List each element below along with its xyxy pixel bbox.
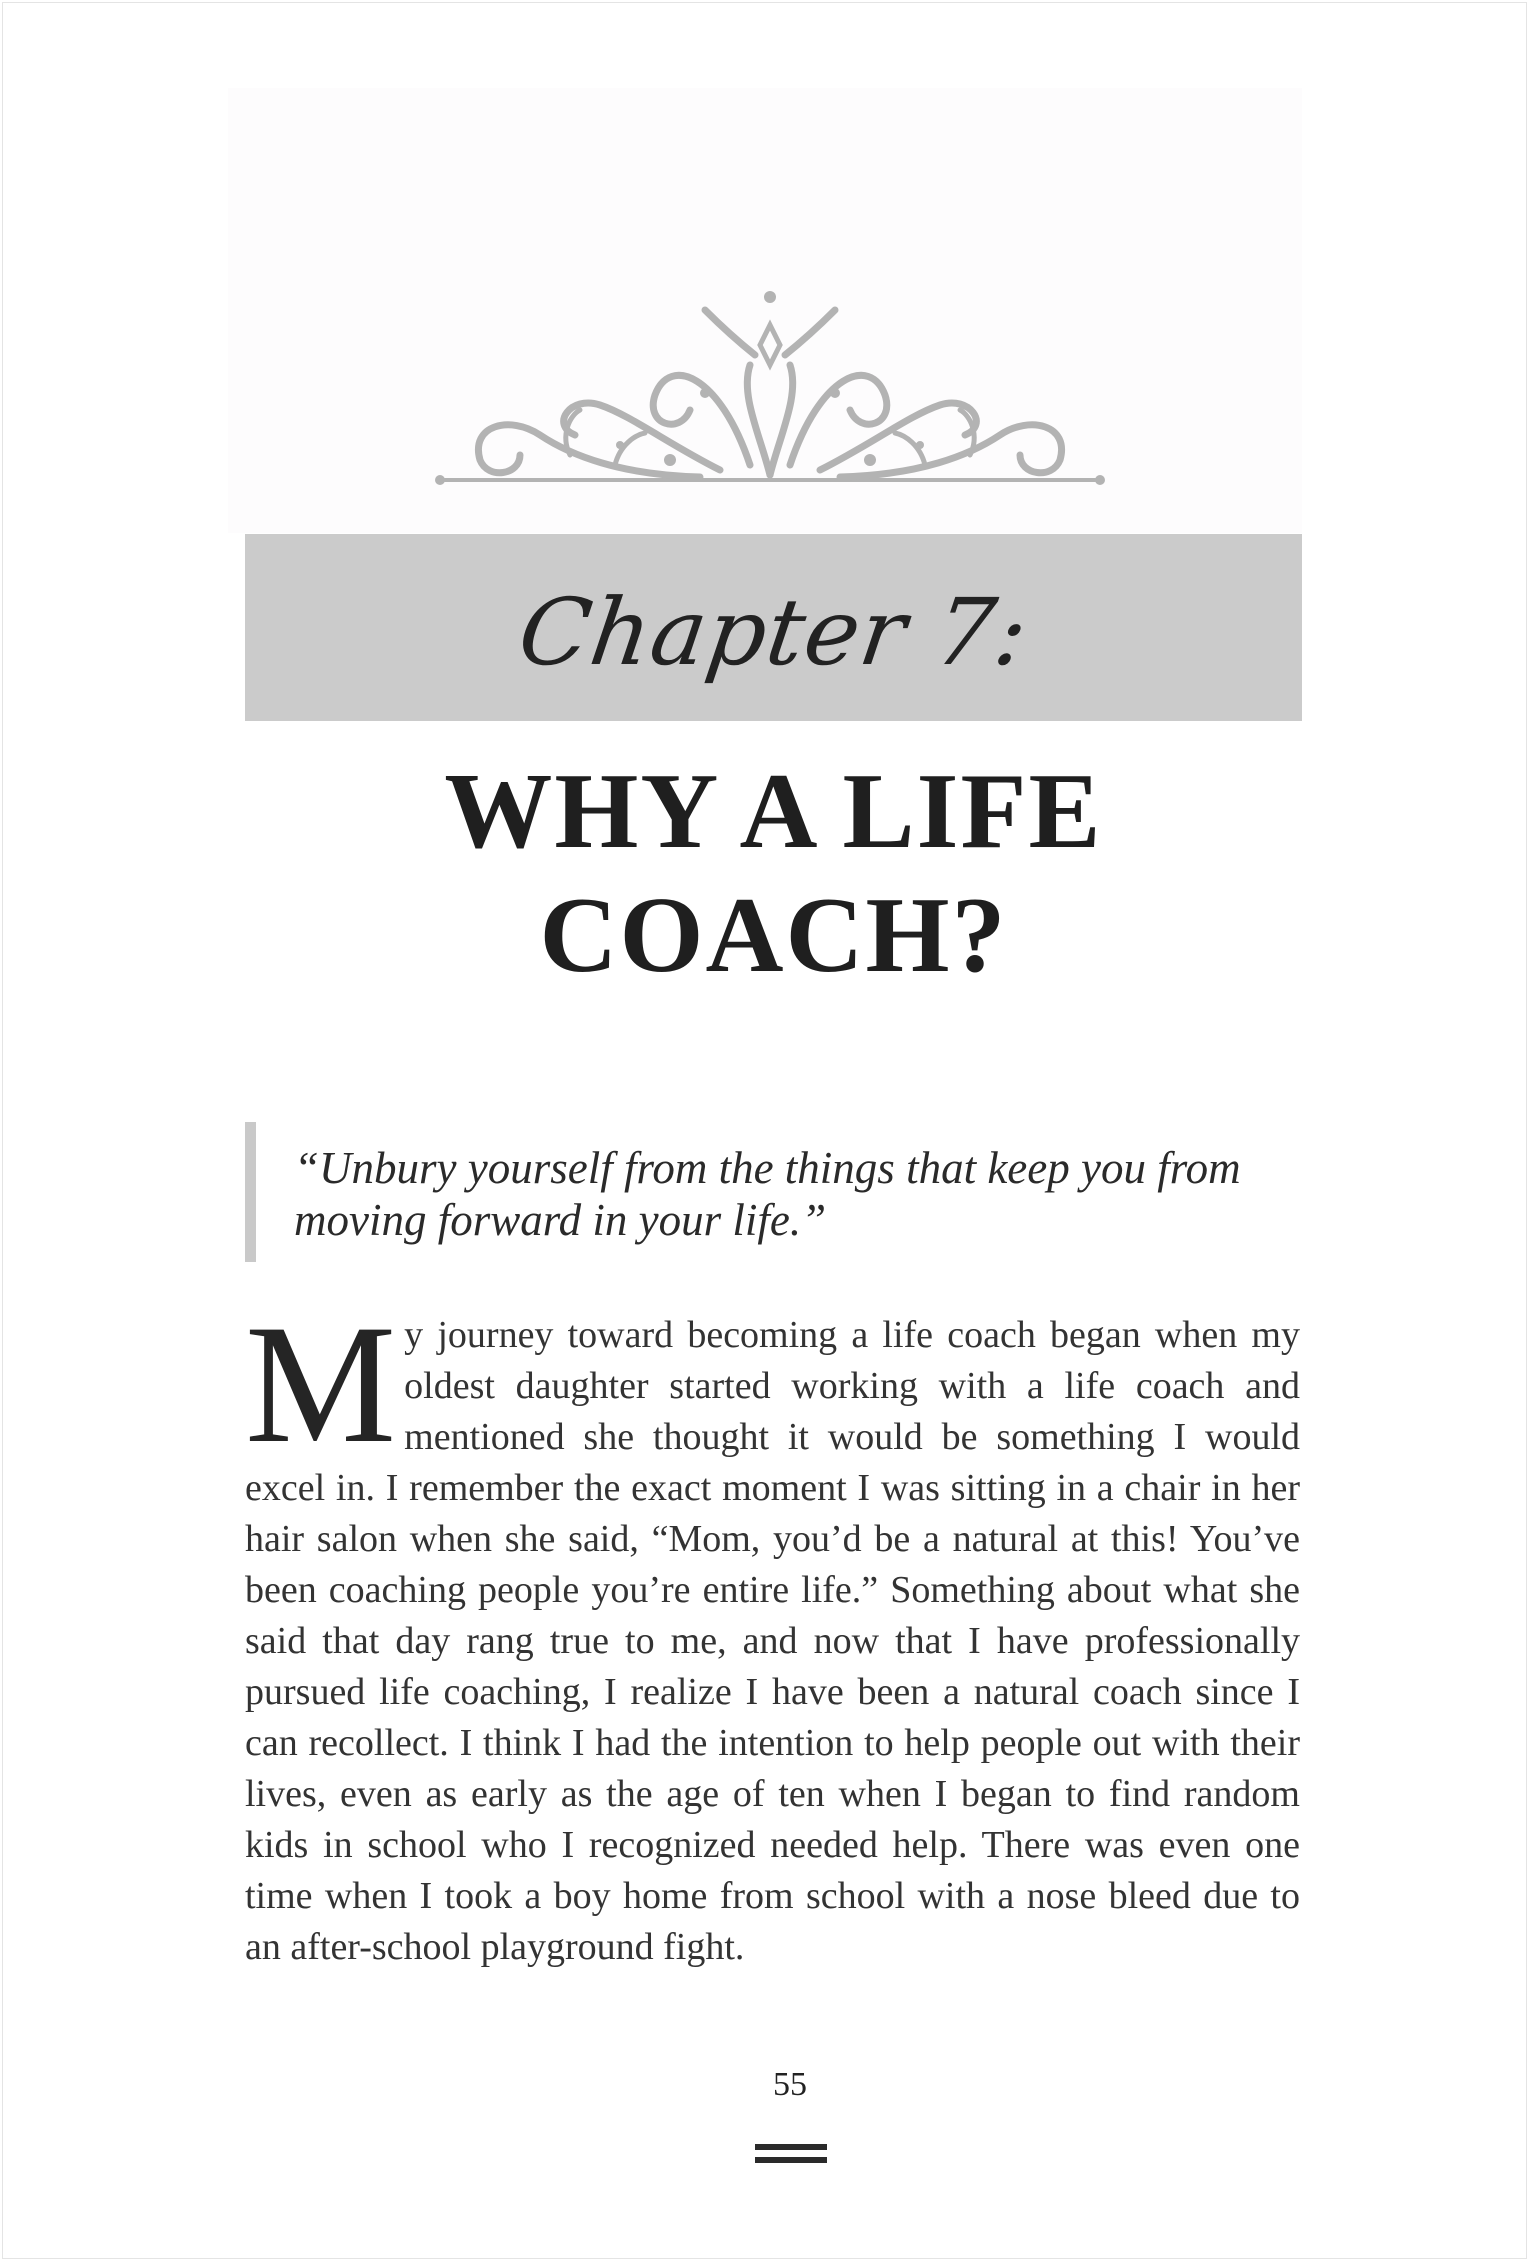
- chapter-band: [245, 534, 1302, 721]
- chapter-title-line: COACH?: [539, 876, 1008, 995]
- body-text: y journey toward becoming a life coach began when my oldest daughter started working with a life coach and mentioned she thought it would be something I would excel in. I remember the exact moment I was sitting in a chair in her hair salon when she said, “Mom, you’d be a natural at this! You’ve been coaching people you’re entire life.” Something about what she said that day rang true to me, and now that I have professionally pursued life coaching, I realize I have been a natural coach since I can recollect. I think I had the intention to help people out with their lives, even as early as the age of ten when I began to find random kids in school who I recognized needed help. There was even one time when I took a boy home from school with a nose bleed due to an after-school playground fight.: [245, 1314, 1300, 1968]
- page-number: 55: [773, 2066, 807, 2103]
- pull-quote: [245, 1122, 1302, 1262]
- ornament-icon: [420, 285, 1120, 495]
- chapter-title: [245, 750, 1302, 998]
- drop-cap: M: [245, 1290, 397, 1478]
- chapter-title-line: WHY A LIFE: [444, 752, 1103, 871]
- chapter-label: Chapter 7:: [512, 579, 1035, 686]
- quote-line: moving forward in your life.”: [294, 1195, 827, 1245]
- folio-rule-icon: [755, 2144, 827, 2170]
- body-paragraph: [245, 1290, 1300, 1973]
- quote-line: “Unbury yourself from the things that keep you from: [294, 1143, 1241, 1193]
